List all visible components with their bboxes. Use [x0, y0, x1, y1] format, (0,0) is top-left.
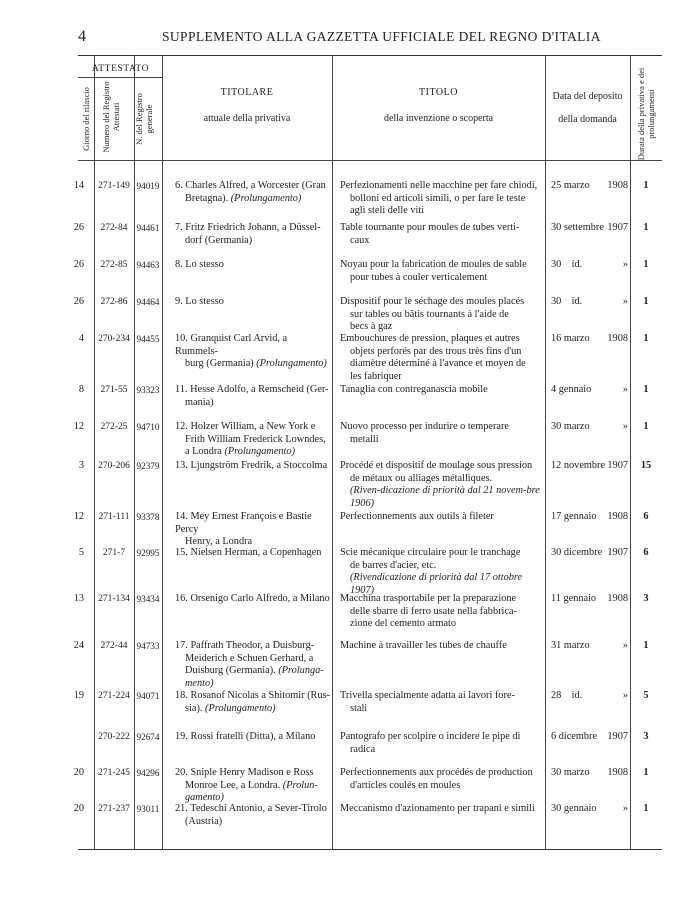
durata-cell: 3 — [643, 731, 649, 742]
numero-cell: 271-245 — [98, 768, 130, 778]
titolare-note: (Prolunga-mento) — [185, 665, 324, 689]
giorno-cell: 26 — [73, 259, 84, 270]
titolare-line: 8. Lo stesso — [175, 259, 224, 270]
titolare-header: TITOLARE attuale della privativa — [203, 87, 291, 124]
page-title: SUPPLEMENTO ALLA GAZZETTA UFFICIALE DEL REGNO D'ITALIA — [162, 29, 601, 44]
giorno-cell: 4 — [78, 333, 84, 344]
titolo-line: Machine à travailler les tubes de chauffe — [340, 640, 507, 651]
giorno-cell: 24 — [73, 640, 84, 651]
titolare-line: dorf (Germania) — [185, 234, 253, 246]
data-year-cell: 1908 — [607, 333, 628, 344]
titolare-line: (Austria) — [185, 815, 223, 827]
titolare-cell — [175, 296, 331, 309]
giorno-cell: 12 — [73, 421, 84, 432]
titolo-line: Pantografo per scolpire o incidere le pipe di — [340, 731, 521, 742]
titolare-cell — [175, 690, 331, 715]
numero-header: Numero del Registro Attestati — [101, 81, 121, 153]
data-year-cell: 1907 — [607, 547, 628, 558]
titolare-cell — [175, 803, 331, 828]
data-day-cell: 6 dicembre — [551, 731, 598, 742]
data-day-cell: 4 gennaio — [551, 384, 592, 395]
titolo-line: delle sbarre di ferro usate nella fabbrica- — [350, 605, 517, 617]
numero-cell: 272-44 — [100, 641, 128, 651]
numero-cell: 272-86 — [100, 297, 128, 307]
titolo-line: stali — [350, 702, 368, 714]
registro-cell: 94296 — [136, 768, 160, 778]
data-year-cell: 1908 — [607, 593, 628, 604]
numero-cell: 272-25 — [100, 422, 128, 432]
data-year-cell: » — [622, 640, 628, 651]
durata-cell: 1 — [643, 803, 649, 814]
titolare-line: 15. Nielsen Herman, a Copenhagen — [175, 547, 322, 558]
data-day-cell: 28 id. — [551, 690, 583, 701]
titolare-line: a Londra (Prolungamento) — [185, 446, 295, 457]
data-day-cell: 30 id. — [551, 259, 583, 270]
titolare-line: 21. Tedeschi Antonio, a Sever-Tirolo — [175, 803, 327, 814]
data-day-cell: 30 dicembre — [551, 547, 603, 558]
titolo-cell — [340, 180, 542, 218]
titolare-note: (Prolungamento) — [256, 358, 327, 369]
titolare-line: 7. Fritz Friedrich Johann, a Düssel- — [175, 222, 321, 233]
data-day-cell: 30 settembre — [551, 222, 604, 233]
data-day-cell: 17 gennaio — [551, 511, 597, 522]
titolare-line: sia). (Prolungamento) — [185, 702, 276, 714]
durata-cell: 1 — [643, 259, 649, 270]
data-year-cell: » — [622, 421, 628, 432]
titolare-line: Bretagna). (Prolungamento) — [185, 192, 302, 204]
giorno-cell: 5 — [78, 547, 84, 558]
durata-cell: 1 — [643, 296, 649, 307]
titolo-line: Dispositif pour le séchage des moules placés — [340, 296, 525, 307]
titolo-line: les fabriquer — [350, 370, 402, 382]
registro-cell: 93323 — [136, 385, 160, 395]
titolo-cell — [340, 259, 542, 284]
data-day-cell: 11 gennaio — [551, 593, 597, 604]
numero-cell: 270-206 — [98, 461, 130, 471]
titolare-line: 13. Ljungström Fredrik, a Stoccolma — [175, 460, 328, 471]
titolare-cell — [175, 640, 331, 690]
titolare-line: 16. Orsenigo Carlo Alfredo, a Milano — [175, 593, 330, 604]
durata-cell: 1 — [643, 333, 649, 344]
titolo-line: Meccanismo d'azionamento per trapani e simili — [340, 803, 535, 814]
titolare-line: 12. Holzer William, a New York e — [175, 421, 316, 432]
titolare-cell — [175, 259, 331, 272]
titolo-line: Table tournante pour moules de tubes verti- — [340, 222, 520, 233]
data-day-cell: 30 marzo — [551, 767, 590, 778]
registro-cell: 93378 — [136, 512, 160, 522]
titolo-cell — [340, 767, 542, 792]
titolo-cell — [340, 803, 542, 816]
data-day-cell: 30 id. — [551, 296, 583, 307]
durata-cell: 1 — [643, 384, 649, 395]
titolo-line: Macchina trasportabile per la preparazione — [340, 593, 517, 604]
titolo-line: Perfezionamenti nelle macchine per fare chiodi, — [340, 180, 538, 191]
data-year-cell: 1907 — [607, 731, 628, 742]
titolare-line: burg (Germania) (Prolungamento) — [185, 358, 327, 369]
durata-cell: 6 — [643, 511, 649, 522]
titolo-line: de barres d'acier, etc. — [350, 559, 437, 571]
titolare-cell — [175, 222, 331, 247]
titolare-cell — [175, 547, 331, 560]
titolo-cell — [340, 384, 542, 397]
titolo-cell — [340, 593, 542, 631]
titolare-cell — [175, 180, 331, 205]
registro-header: N. del Registro generale — [134, 93, 154, 145]
titolare-cell — [175, 421, 331, 459]
titolare-line: Monroe Lee, a Londra. (Prolun-gamento) — [185, 779, 318, 803]
titolo-cell — [340, 731, 542, 756]
titolare-note: (Prolungamento) — [230, 192, 302, 204]
durata-header: Durata della privativa e dei prolungamenti — [636, 67, 656, 161]
registro-cell: 94464 — [136, 297, 160, 307]
durata-cell: 1 — [643, 421, 649, 432]
titolare-cell — [175, 511, 331, 549]
titolare-cell — [175, 593, 331, 606]
titolo-line: Noyau pour la fabrication de moules de sable — [340, 259, 527, 270]
data-day-cell: 16 marzo — [551, 333, 590, 344]
titolo-cell — [340, 222, 542, 247]
registro-cell: 94455 — [136, 334, 160, 344]
numero-cell: 271-7 — [102, 548, 126, 558]
titolo-line: Tanaglia con contreganascia mobile — [340, 384, 488, 395]
registro-cell: 93434 — [136, 594, 160, 604]
titolo-line: objets perforés par des trous très fins d'un — [350, 345, 522, 357]
giorno-cell: 20 — [73, 767, 84, 778]
titolare-line: 17. Paffrath Theodor, a Duisburg- — [175, 640, 315, 651]
titolo-cell — [340, 421, 542, 446]
titolo-line: bolloni ed articoli simili, o per fare le teste — [350, 192, 526, 204]
registro-cell: 94071 — [136, 691, 160, 701]
titolo-line: zione del cemento armato — [350, 618, 457, 629]
titolare-line: 19. Rossi fratelli (Ditta), a Milano — [175, 731, 316, 742]
data-year-cell: » — [622, 296, 628, 307]
durata-cell: 1 — [643, 180, 649, 191]
giorno-cell: 12 — [73, 511, 84, 522]
titolo-line: Trivella specialmente adatta ai lavori fore- — [340, 690, 515, 701]
titolare-cell — [175, 384, 331, 409]
durata-cell: 5 — [643, 690, 649, 701]
data-day-cell: 12 novembre — [551, 460, 606, 471]
numero-cell: 271-224 — [98, 691, 130, 701]
titolare-note: (Prolungamento) — [205, 702, 276, 714]
titolare-line: 11. Hesse Adolfo, a Remscheid (Ger- — [175, 384, 329, 395]
titolo-line: Scie mécanique circulaire pour le tranchage — [340, 547, 521, 558]
data-year-cell: 1908 — [607, 511, 628, 522]
titolo-line: pour tubes à couler verticalement — [350, 271, 488, 283]
registro-cell: 92674 — [136, 732, 160, 742]
registro-cell: 93011 — [136, 804, 160, 814]
titolo-header: TITOLO della invenzione o scoperta — [383, 87, 494, 124]
attestato-header: ATTESTATO — [91, 64, 150, 74]
titolare-line: 14. Mey Ernest François e Bastie Percy — [175, 511, 312, 535]
giorno-cell: 14 — [73, 180, 84, 191]
data-day-cell: 31 marzo — [551, 640, 590, 651]
titolo-line: agli steli delle viti — [350, 205, 425, 216]
titolo-line: d'articles coulés en moules — [350, 779, 461, 791]
titolo-line: becs à gaz — [350, 321, 393, 332]
data-year-cell: 1908 — [607, 767, 628, 778]
titolo-line: caux — [350, 234, 370, 246]
numero-cell: 271-111 — [98, 512, 130, 522]
giorno-header: Giorno del rilascio — [81, 87, 91, 151]
durata-cell: 6 — [643, 547, 649, 558]
numero-cell: 271-149 — [98, 181, 130, 191]
titolare-line: Meiderich e Schuen Gerhard, a — [185, 652, 314, 664]
titolare-cell — [175, 333, 331, 371]
titolo-cell — [340, 690, 542, 715]
registro-cell: 92995 — [136, 548, 160, 558]
titolare-line: Henry, a Londra — [185, 536, 253, 547]
giorno-cell: 8 — [78, 384, 84, 395]
titolo-line: Perfectionnements aux outils à fileter — [340, 511, 494, 522]
numero-cell: 271-237 — [98, 804, 130, 814]
page-header — [0, 28, 698, 52]
data-year-cell: » — [622, 803, 628, 814]
titolare-cell — [175, 460, 331, 473]
durata-cell: 1 — [643, 767, 649, 778]
titolare-line: Frith William Frederick Lowndes, — [185, 433, 326, 445]
registro-cell: 94463 — [136, 260, 160, 270]
numero-cell: 270-234 — [98, 334, 130, 344]
registro-cell: 94019 — [136, 181, 160, 191]
titolo-line: Nuovo processo per indurire o temperare — [340, 421, 509, 432]
numero-cell: 272-84 — [100, 223, 128, 233]
giorno-cell: 3 — [78, 460, 84, 471]
numero-cell: 271-134 — [98, 594, 130, 604]
titolo-cell — [340, 640, 542, 653]
titolo-cell — [340, 333, 542, 383]
page-number: 4 — [78, 28, 86, 45]
data-year-cell: » — [622, 384, 628, 395]
registro-cell: 94733 — [136, 641, 160, 651]
data-year-cell: » — [622, 690, 628, 701]
titolare-note: (Prolun-gamento) — [185, 779, 318, 803]
giorno-cell: 19 — [73, 690, 84, 701]
durata-cell: 3 — [643, 593, 649, 604]
registro-cell: 94710 — [136, 422, 160, 432]
data-year-cell: 1907 — [607, 222, 628, 233]
data-day-cell: 30 marzo — [551, 421, 590, 432]
numero-cell: 270-222 — [98, 732, 130, 742]
durata-cell: 15 — [640, 460, 652, 471]
titolo-line: sur tables ou bâtis tournants à l'aide de — [350, 308, 509, 320]
durata-cell: 1 — [643, 222, 649, 233]
titolo-cell — [340, 296, 542, 334]
data-year-cell: 1908 — [607, 180, 628, 191]
titolare-line: 18. Rosanof Nicolas a Shitomir (Rus- — [175, 690, 331, 701]
titolare-line: 6. Charles Alfred, a Worcester (Gran — [175, 180, 326, 191]
registro-cell: 94461 — [136, 223, 160, 233]
titolo-line: radica — [350, 743, 376, 755]
data-day-cell: 25 marzo — [551, 180, 590, 191]
titolare-cell — [175, 767, 331, 805]
giorno-cell: 26 — [73, 222, 84, 233]
titolo-cell — [340, 547, 542, 597]
titolo-note: (Rivendicazione di priorità dal 17 ottobre 1907) — [350, 572, 523, 596]
data-year-cell: 1907 — [607, 460, 628, 471]
titolare-line: mania) — [185, 396, 214, 408]
titolo-line: Perfectionnements aux procédés de production — [340, 767, 533, 778]
titolare-note: (Prolungamento) — [224, 446, 295, 457]
titolo-cell — [340, 460, 542, 510]
numero-cell: 272-85 — [100, 260, 128, 270]
titolo-line: diamètre déterminé à l'avance et moyen de — [350, 358, 526, 369]
giorno-cell: 20 — [73, 803, 84, 814]
titolare-line: Duisburg (Germania). (Prolunga-mento) — [185, 665, 324, 689]
titolo-line: de métaux ou alliages métalliques. — [350, 472, 493, 484]
data-year-cell: » — [622, 259, 628, 270]
registro-cell: 92379 — [136, 461, 160, 471]
durata-cell: 1 — [643, 640, 649, 651]
giorno-cell: 26 — [73, 296, 84, 307]
giorno-cell: 13 — [73, 593, 84, 604]
titolare-cell — [175, 731, 331, 744]
titolo-line: Procédé et dispositif de moulage sous pression — [340, 460, 533, 471]
numero-cell: 271-55 — [100, 385, 128, 395]
titolo-line: metalli — [350, 433, 379, 445]
titolo-note: (Riven-dicazione di priorità dal 21 novem-bre 1906) — [350, 485, 540, 509]
data-day-cell: 30 gennaio — [551, 803, 597, 814]
titolo-cell — [340, 511, 542, 524]
titolare-line: 9. Lo stesso — [175, 296, 224, 307]
titolare-line: 20. Sniple Henry Madison e Ross — [175, 767, 314, 778]
titolare-line: 10. Granquist Carl Arvid, a Rummels- — [175, 333, 288, 357]
titolo-line: Embouchures de pression, plaques et autres — [340, 333, 520, 344]
data-header: Data del deposito della domanda — [552, 91, 623, 125]
